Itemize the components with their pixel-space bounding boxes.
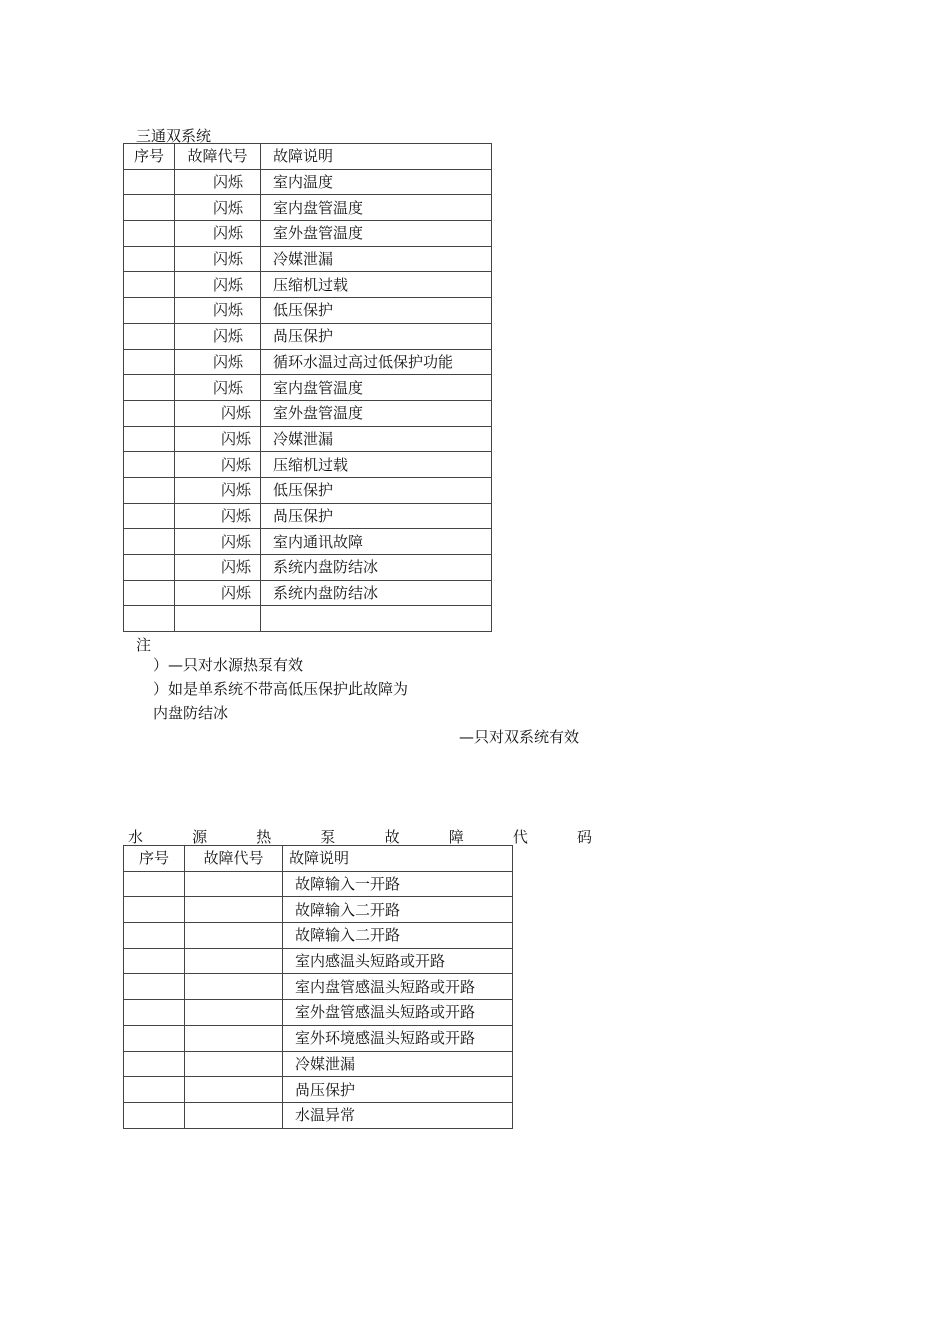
cell-description: 冷媒泄漏 — [283, 1051, 513, 1077]
table-row — [124, 606, 492, 632]
section2-title-char: 热 — [256, 828, 272, 846]
cell-index — [124, 426, 175, 452]
cell-index — [124, 606, 175, 632]
table-row — [124, 452, 492, 478]
table-row — [124, 298, 492, 324]
cell-index — [124, 349, 175, 375]
header-code: 故障代号 — [175, 144, 261, 170]
cell-index — [124, 1000, 185, 1026]
cell-description: 室外环境感温头短路或开路 — [283, 1025, 513, 1051]
table-header-row — [124, 846, 513, 872]
table-row — [124, 349, 492, 375]
table-row — [124, 221, 492, 247]
cell-description: 压缩机过载 — [261, 272, 492, 298]
cell-description: 室外盘管感温头短路或开路 — [283, 1000, 513, 1026]
section2-title — [128, 828, 592, 846]
cell-index — [124, 272, 175, 298]
cell-index — [124, 555, 175, 581]
cell-description: 室内盘管温度 — [261, 195, 492, 221]
section2-title-char: 故 — [384, 828, 400, 846]
cell-description: 系统内盘防结冰 — [261, 580, 492, 606]
table-row — [124, 555, 492, 581]
cell-index — [124, 400, 175, 426]
cell-code: 闪烁 — [175, 503, 261, 529]
cell-index — [124, 503, 175, 529]
cell-index — [124, 529, 175, 555]
table-row — [124, 923, 513, 949]
cell-code — [185, 923, 283, 949]
cell-index — [124, 897, 185, 923]
table-row — [124, 948, 513, 974]
cell-code: 闪烁 — [175, 555, 261, 581]
cell-description — [261, 606, 492, 632]
cell-index — [124, 1025, 185, 1051]
table-row — [124, 897, 513, 923]
section2-title-char: 泵 — [320, 828, 336, 846]
table-row — [124, 871, 513, 897]
cell-code — [185, 1000, 283, 1026]
note-line-3: 内盘防结冰 — [153, 704, 229, 722]
cell-index — [124, 169, 175, 195]
note-line-1: ）—只对水源热泵有效 — [153, 656, 304, 674]
table-row — [124, 503, 492, 529]
section2-title-char: 源 — [192, 828, 208, 846]
cell-description: 故障输入一开路 — [283, 871, 513, 897]
cell-code — [185, 871, 283, 897]
cell-description: 低压保护 — [261, 477, 492, 503]
table-row — [124, 323, 492, 349]
table-row — [124, 169, 492, 195]
cell-code: 闪烁 — [175, 375, 261, 401]
cell-description: 室外盘管温度 — [261, 221, 492, 247]
cell-description: 循环水温过高过低保护功能 — [261, 349, 492, 375]
cell-code: 闪烁 — [175, 298, 261, 324]
cell-code: 闪烁 — [175, 323, 261, 349]
cell-description: 冷媒泄漏 — [261, 246, 492, 272]
cell-index — [124, 375, 175, 401]
cell-description: 冷媒泄漏 — [261, 426, 492, 452]
cell-index — [124, 323, 175, 349]
cell-code — [185, 974, 283, 1000]
cell-description: 室外盘管温度 — [261, 400, 492, 426]
cell-index — [124, 1102, 185, 1128]
cell-description: 低压保护 — [261, 298, 492, 324]
cell-index — [124, 948, 185, 974]
cell-description: 室内感温头短路或开路 — [283, 948, 513, 974]
cell-description: 室内通讯故障 — [261, 529, 492, 555]
cell-index — [124, 871, 185, 897]
cell-description: 室内盘管温度 — [261, 375, 492, 401]
cell-code — [185, 1051, 283, 1077]
cell-code — [185, 1102, 283, 1128]
cell-description: 室内温度 — [261, 169, 492, 195]
cell-description: 故障输入二开路 — [283, 923, 513, 949]
section1-title: 三通双系统 — [136, 127, 212, 145]
cell-code — [185, 897, 283, 923]
cell-code — [185, 1077, 283, 1103]
fault-code-table-dual — [123, 143, 492, 632]
table-row — [124, 1000, 513, 1026]
cell-code: 闪烁 — [175, 452, 261, 478]
note-line-4: —只对双系统有效 — [459, 728, 580, 746]
cell-index — [124, 477, 175, 503]
table-row — [124, 1025, 513, 1051]
section2-title-char: 障 — [448, 828, 464, 846]
cell-description: 水温异常 — [283, 1102, 513, 1128]
note-line-2: ）如是单系统不带高低压保护此故障为 — [153, 680, 409, 698]
cell-code — [175, 606, 261, 632]
cell-description: 故障输入二开路 — [283, 897, 513, 923]
cell-code: 闪烁 — [175, 221, 261, 247]
header-index: 序号 — [124, 846, 185, 872]
table-row — [124, 974, 513, 1000]
cell-index — [124, 1051, 185, 1077]
cell-index — [124, 246, 175, 272]
cell-code: 闪烁 — [175, 477, 261, 503]
table-row — [124, 477, 492, 503]
section2-title-char: 码 — [576, 828, 592, 846]
cell-description: 室内盘管感温头短路或开路 — [283, 974, 513, 1000]
table-row — [124, 1051, 513, 1077]
cell-description: 系统内盘防结冰 — [261, 555, 492, 581]
cell-code: 闪烁 — [175, 169, 261, 195]
table-row — [124, 1077, 513, 1103]
table-row — [124, 1102, 513, 1128]
cell-code: 闪烁 — [175, 246, 261, 272]
cell-index — [124, 580, 175, 606]
table-row — [124, 272, 492, 298]
header-index: 序号 — [124, 144, 175, 170]
cell-index — [124, 974, 185, 1000]
cell-code: 闪烁 — [175, 272, 261, 298]
table-row — [124, 400, 492, 426]
table-row — [124, 426, 492, 452]
cell-code: 闪烁 — [175, 580, 261, 606]
section2-title-char: 代 — [512, 828, 528, 846]
table-row — [124, 580, 492, 606]
header-description: 故障说明 — [283, 846, 513, 872]
cell-index — [124, 221, 175, 247]
cell-index — [124, 1077, 185, 1103]
fault-code-table-water-source — [123, 845, 513, 1129]
cell-code: 闪烁 — [175, 426, 261, 452]
cell-index — [124, 195, 175, 221]
cell-code: 闪烁 — [175, 349, 261, 375]
cell-code: 闪烁 — [175, 195, 261, 221]
table-row — [124, 195, 492, 221]
cell-description: 咼压保护 — [261, 323, 492, 349]
table-row — [124, 375, 492, 401]
cell-code: 闪烁 — [175, 400, 261, 426]
cell-index — [124, 923, 185, 949]
header-description: 故障说明 — [261, 144, 492, 170]
cell-description: 咼压保护 — [283, 1077, 513, 1103]
cell-code: 闪烁 — [175, 529, 261, 555]
cell-code — [185, 948, 283, 974]
cell-code — [185, 1025, 283, 1051]
note-label: 注 — [136, 636, 152, 654]
table-row — [124, 529, 492, 555]
cell-description: 压缩机过载 — [261, 452, 492, 478]
cell-description: 咼压保护 — [261, 503, 492, 529]
section2-title-char: 水 — [128, 828, 144, 846]
table-header-row — [124, 144, 492, 170]
cell-index — [124, 298, 175, 324]
table-row — [124, 246, 492, 272]
cell-index — [124, 452, 175, 478]
header-code: 故障代号 — [185, 846, 283, 872]
